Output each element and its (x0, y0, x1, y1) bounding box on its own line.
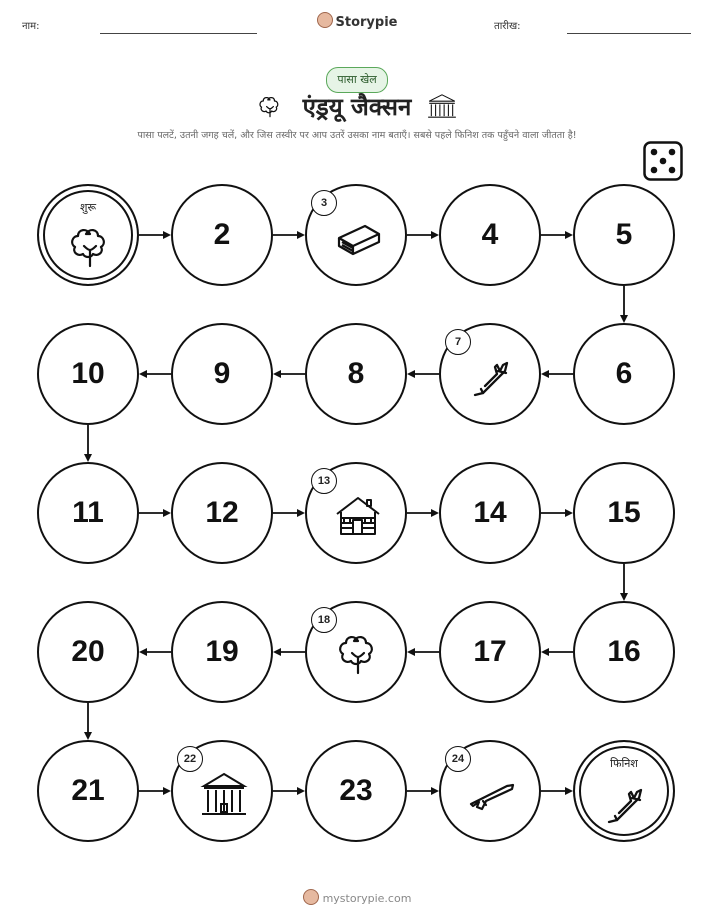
board-space[interactable] (573, 601, 675, 703)
arrow-head (297, 231, 305, 239)
arrow-head (84, 454, 92, 462)
board-space[interactable] (305, 184, 407, 286)
space-number: 10 (71, 357, 105, 390)
board-space[interactable] (171, 462, 273, 564)
arrow-head (139, 648, 147, 656)
board-space[interactable] (573, 462, 675, 564)
footer (0, 889, 714, 905)
branch-icon (601, 778, 651, 828)
arrow-head (163, 509, 171, 517)
board-space[interactable] (439, 184, 541, 286)
board-space[interactable] (171, 323, 273, 425)
space-number: 15 (607, 496, 641, 529)
arrow-head (620, 593, 628, 601)
space-number: 7 (445, 329, 471, 355)
arrow-head (431, 231, 439, 239)
arrow-head (163, 787, 171, 795)
arrow-head (565, 231, 573, 239)
arrow-head (431, 509, 439, 517)
space-number: 13 (311, 468, 337, 494)
game-type-badge: पासा खेल (326, 67, 388, 93)
space-number: 4 (481, 218, 499, 251)
space-number: 18 (311, 607, 337, 633)
arrow-head (620, 315, 628, 323)
board-space[interactable] (573, 323, 675, 425)
arrow-head (565, 787, 573, 795)
musket-icon (467, 768, 517, 818)
book-icon (333, 212, 383, 262)
cotton-icon (333, 629, 383, 679)
space-number: 21 (71, 774, 105, 807)
storypie-logo-icon (303, 889, 319, 905)
log-cabin-icon (333, 490, 383, 540)
board-space[interactable] (305, 740, 407, 842)
instructions: पासा पलटें, उतनी जगह चलें, और जिस तस्वीर पर आप उतरें उसका नाम बताएँ। सबसे पहले फिनिश तक पहुँचने वाला जीतता है! (137, 130, 577, 141)
arrow-head (84, 732, 92, 740)
board-space[interactable] (439, 740, 541, 842)
board-space[interactable] (37, 184, 139, 286)
brand-name: Storypie (335, 15, 398, 30)
arrow-head (297, 787, 305, 795)
space-number: 12 (205, 496, 239, 529)
date-label: तारीख: (494, 21, 521, 32)
arrow-head (541, 370, 549, 378)
space-number: 17 (473, 635, 507, 668)
board-space[interactable] (171, 184, 273, 286)
space-number: 6 (615, 357, 633, 390)
board-space[interactable] (305, 323, 407, 425)
start-label: शुरू (79, 201, 97, 214)
board-space[interactable] (573, 740, 675, 842)
name-label: नाम: (22, 21, 40, 32)
board-space[interactable] (439, 601, 541, 703)
arrow-head (407, 648, 415, 656)
footer-url: mystorypie.com (322, 892, 412, 905)
arrow-head (273, 648, 281, 656)
arrow-head (139, 370, 147, 378)
board-space[interactable] (171, 601, 273, 703)
board-space[interactable] (37, 323, 139, 425)
space-number: 19 (205, 635, 239, 668)
space-number: 14 (473, 496, 507, 529)
arrow-head (565, 509, 573, 517)
page-title: एंड्रयू जैक्सन (302, 93, 412, 121)
cotton-icon (65, 222, 115, 272)
space-number: 8 (347, 357, 365, 390)
board-space[interactable] (439, 462, 541, 564)
arrow-head (431, 787, 439, 795)
arrow-head (541, 648, 549, 656)
board-space[interactable] (305, 601, 407, 703)
space-number: 3 (311, 190, 337, 216)
space-number: 16 (607, 635, 641, 668)
board-space[interactable] (305, 462, 407, 564)
building-icon (199, 768, 249, 818)
space-number: 22 (177, 746, 203, 772)
branch-icon (467, 351, 517, 401)
arrow-head (297, 509, 305, 517)
arrow-head (273, 370, 281, 378)
finish-label: फिनिश (610, 757, 638, 770)
board-space[interactable] (37, 740, 139, 842)
space-number: 2 (213, 218, 231, 251)
board-space[interactable] (37, 601, 139, 703)
board-space[interactable] (439, 323, 541, 425)
space-number: 24 (445, 746, 471, 772)
board-space[interactable] (37, 462, 139, 564)
space-number: 23 (339, 774, 373, 807)
space-number: 11 (72, 496, 104, 529)
arrow-head (163, 231, 171, 239)
board-space[interactable] (573, 184, 675, 286)
space-number: 20 (71, 635, 105, 668)
space-number: 9 (213, 357, 231, 390)
space-number: 5 (615, 218, 633, 251)
arrow-head (407, 370, 415, 378)
board-space[interactable] (171, 740, 273, 842)
